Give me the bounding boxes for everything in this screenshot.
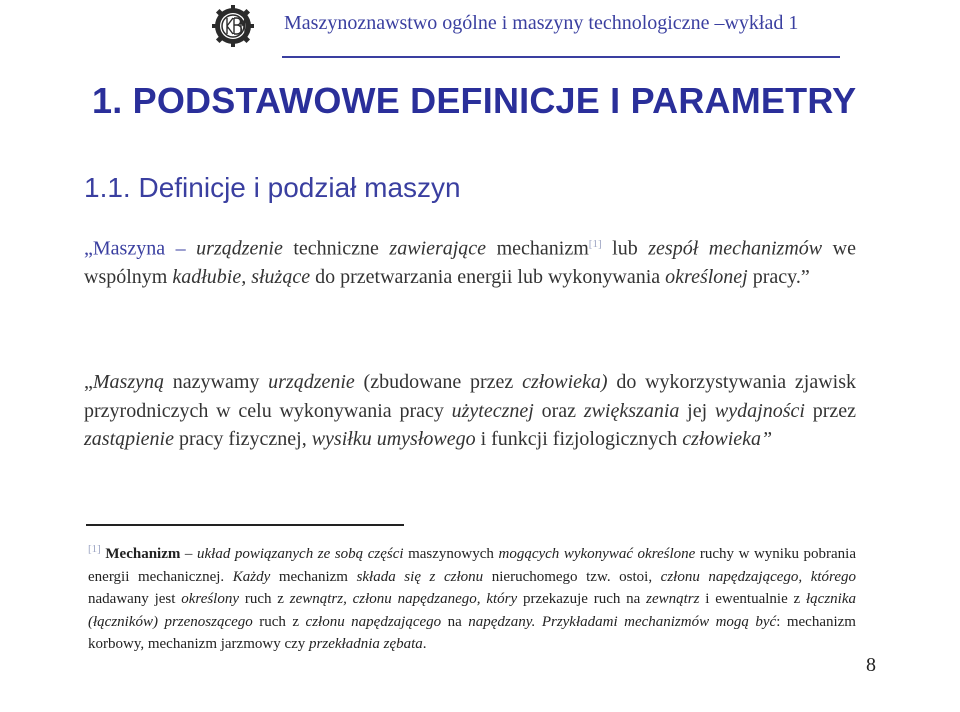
fn-text: ruchy w wyniku pobrania energii mechanicznej.: [88, 546, 857, 585]
fn-text: przekładnia zębata: [309, 636, 423, 652]
def2-text: nazywamy: [164, 371, 269, 393]
def1-text: zespół mechanizmów: [648, 237, 823, 260]
def2-text: człowieka): [522, 371, 608, 393]
def2-text: pracy fizycznej,: [174, 428, 312, 450]
fn-text: napędzany. Przykładami mechanizmów mogą być: [468, 613, 777, 630]
def2-text: zastąpienie: [84, 428, 174, 450]
def2-text: jej: [679, 399, 715, 422]
header-divider: [282, 56, 840, 58]
fn-text: : mechanizm korbowy, mechanizm jarzmowy czy: [88, 613, 856, 652]
def2-text: wydajności: [714, 399, 805, 422]
def2-text: „: [84, 371, 93, 393]
fn-text: ruch z: [252, 613, 306, 630]
definition-1: [84, 230, 856, 292]
def2-text: oraz: [533, 399, 584, 422]
fn-text: mogących wykonywać określone: [498, 546, 696, 562]
definition-2: [84, 368, 856, 454]
def2-text: przez: [804, 399, 856, 422]
def2-text: urządzenie: [268, 371, 355, 393]
def2-text: człowieka”: [682, 428, 773, 450]
header-title: Maszynoznawstwo ogólne i maszyny technologiczne –wykład 1: [284, 12, 799, 34]
fn-text: układ powiązanych ze sobą części: [197, 546, 404, 562]
fn-text: ruch z: [239, 591, 290, 607]
fn-text: –: [180, 546, 197, 562]
fn-text: członu napędzającego: [305, 613, 442, 630]
fn-text: składa się z członu: [356, 568, 484, 585]
def1-text: urządzenie: [196, 237, 283, 260]
main-title: 1. PODSTAWOWE DEFINICJE I PARAMETRY: [92, 80, 857, 121]
fn-text: .: [422, 636, 427, 652]
def1-text: „Maszyna –: [84, 237, 197, 260]
def1-text: zawierające: [389, 237, 487, 260]
footnote-divider: [86, 524, 404, 526]
def1-text: pracy.”: [747, 266, 810, 289]
def1-text: lub: [601, 237, 649, 260]
def2-text: i funkcji fizjologicznych: [475, 428, 683, 450]
def2-text: zwiększania: [583, 399, 680, 422]
page-number: 8: [866, 654, 876, 676]
fn-text: nieruchomego tzw. ostoi,: [483, 568, 661, 585]
fn-text: łącznika (łączników) przenoszącego: [88, 591, 856, 630]
def1-text: mechanizm: [486, 237, 589, 260]
fn-text: zewnątrz: [646, 591, 700, 607]
fn-text: na: [441, 613, 469, 630]
def2-text: użytecznej: [451, 399, 534, 422]
def2-text: Maszyną: [92, 371, 164, 393]
def1-text: do przetwarzania energii lub wykonywania: [310, 266, 666, 289]
fn-text: i ewentualnie z: [699, 591, 806, 607]
footnote: [88, 538, 856, 656]
fn-text: Każdy: [232, 568, 271, 585]
fn-text: członu napędzającego, którego: [660, 568, 856, 585]
def1-text: kadłubie, służące: [172, 266, 311, 289]
def2-text: do wykorzystywania zjawisk przyrodniczych w celu wykonywania pracy: [84, 371, 856, 422]
footnote-reference[interactable]: [1]: [588, 238, 602, 250]
def1-text: określonej: [665, 266, 748, 289]
def2-text: wysiłku umysłowego: [311, 428, 476, 450]
def2-text: (zbudowane przez: [354, 371, 523, 393]
fn-text: określony: [181, 591, 240, 607]
def1-text: techniczne: [282, 237, 390, 260]
fn-text: mechanizm: [270, 568, 357, 585]
fn-text: maszynowych: [403, 546, 499, 562]
fn-text: przekazuje ruch na: [517, 591, 647, 607]
kbm-gear-logo-icon: [208, 4, 258, 48]
def1-text: we wspólnym: [84, 237, 856, 289]
fn-text: zewnątrz, członu napędzanego, który: [289, 591, 518, 607]
footnote-mark: [1]: [88, 543, 101, 555]
footnote-term: Mechanizm: [105, 546, 181, 562]
fn-text: nadawany jest: [88, 591, 182, 607]
section-title: 1.1. Definicje i podział maszyn: [84, 172, 461, 203]
